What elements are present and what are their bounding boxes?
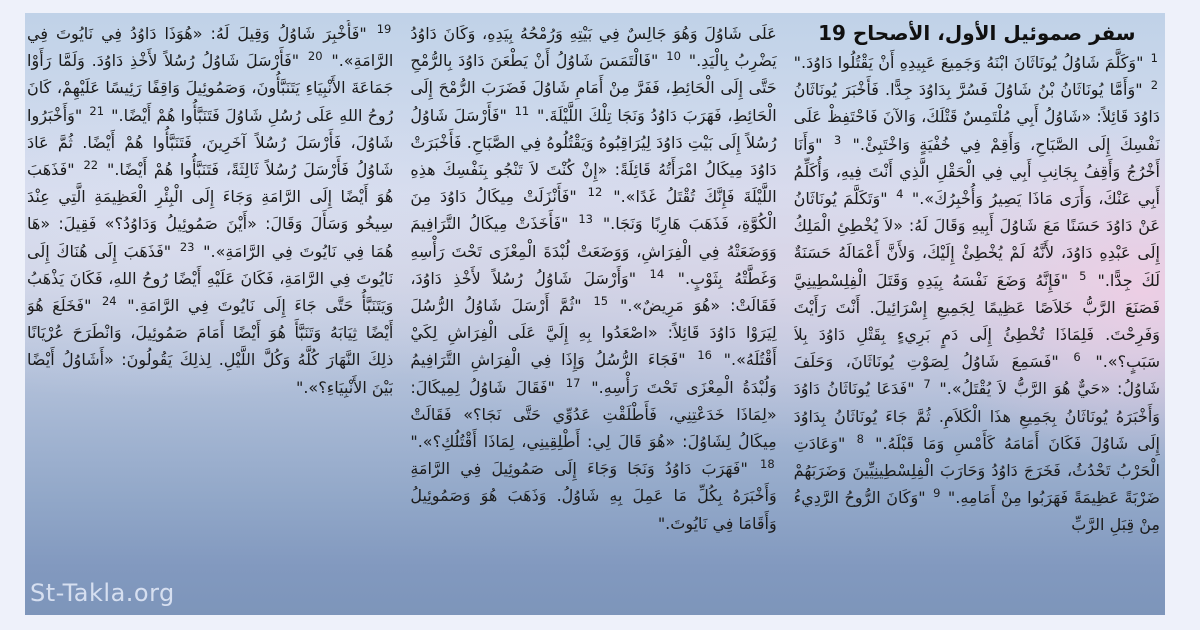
- verse-number: 6: [1073, 350, 1081, 365]
- verses-left: [27, 24, 393, 397]
- verse-3: $^3$ "وَأَنَا أَخْرُجُ وَأَقِفُ بِجَانِبِ أَبِي فِي الْحَقْلِ الَّذِي أَنْتَ فِيهِ، وَأُكَلِّمُ أَبِي عَنْكَ، وَأَرَى مَاذَا يَصِيرُ وَأُخْبِرُكَ».": [793, 132, 1160, 209]
- verse-number: 19: [376, 22, 392, 36]
- verse-21: $^{21}$ "وَأَخْبَرُوا شَاوُلَ، فَأَرْسَلَ رُسُلاً آخَرِينَ، فَتَنَبَّأُوا هُمْ أَيْضًا. ثُمَّ عَادَ شَاوُلُ فَأَرْسَلَ رُسُلاً ثَالِثَةً، فَتَنَبَّأُوا هُمْ أَيْضًا.": [27, 103, 394, 180]
- verse-number: 15: [593, 294, 609, 309]
- verse-number: 4: [896, 187, 904, 202]
- verse-number: 22: [83, 158, 99, 173]
- verse-number: 1: [1150, 51, 1158, 65]
- verse-11: $^{11}$ "فَأَرْسَلَ شَاوُلُ رُسُلاً إِلَى بَيْتِ دَاوُدَ لِيُرَاقِبُوهُ وَيَقْتُلُوهُ فِي الصَّبَاحِ. فَأَخْبَرَتْ دَاوُدَ مِيكَالُ امْرَأَتُهُ قَائِلَةً: «إِنْ كُنْتَ لاَ تَنْجُو بِنَفْسِكَ هذِهِ اللَّيْلَةَ فَإِنَّكَ تُقْتَلُ غَدًا».": [410, 103, 777, 207]
- verse-13: $^{13}$ "فَأَخَذَتْ مِيكَالُ التَّرَافِيمَ وَوَضَعَتْهُ فِي الْفِرَاشِ، وَوَضَعَتْ لُبْدَةَ الْمِعْزَى تَحْتَ رَأْسِهِ وَغَطَّتْهُ بِثَوْبٍ.": [410, 212, 777, 288]
- verse-24: $^{24}$ "فَخَلَعَ هُوَ أَيْضًا ثِيَابَهُ وَتَنَبَّأَ هُوَ أَيْضًا أَمَامَ صَمُوئِيلَ، وَانْطَرَحَ عُرْيَانًا ذلِكَ النَّهَارَ كُلَّهُ وَكُلَّ اللَّيْلِ. لِذلِكَ يَقُولُونَ: «أَشَاوُلُ أَيْضًا بَيْنَ الأَنْبِيَاءِ؟».": [27, 294, 394, 397]
- verse-8: $^8$ "وَعَادَتِ الْحَرْبُ تَحْدُثُ، فَخَرَجَ دَاوُدُ وَحَارَبَ الْفِلِسْطِينِيِّينَ وَضَرَبَهُمْ ضَرْبَةً عَظِيمَةً فَهَرَبُوا مِنْ أَمَامِهِ.": [793, 431, 1160, 508]
- verses-right: [794, 53, 1160, 534]
- verse-14: $^{14}$ "وَأَرْسَلَ شَاوُلُ رُسُلاً لأَخْذِ دَاوُدَ، فَقَالَتْ: «هُوَ مَرِيضٌ».": [410, 266, 777, 316]
- verse-number: 14: [649, 266, 665, 281]
- verse-number: 20: [307, 49, 323, 64]
- verse-12: $^{12}$ "فَأَنْزَلَتْ مِيكَالُ دَاوُدَ مِنَ الْكُوَّةِ، فَذَهَبَ هَارِبًا وَنَجَا.": [410, 185, 777, 234]
- verse-16: $^{16}$ "فَجَاءَ الرُّسُلُ وَإِذَا فِي الْفِرَاشِ التَّرَافِيمُ وَلُبْدَةُ الْمِعْزَى تَحْتَ رَأْسِهِ.": [410, 348, 777, 397]
- verse-number: 3: [833, 132, 842, 147]
- sky-background-photo: [25, 13, 1165, 615]
- verse-continuation: عَلَى شَاوُلَ وَهُوَ جَالِسٌ فِي بَيْتِهِ وَرُمْحُهُ بِيَدِهِ، وَكَانَ دَاوُدُ يَضْرِبُ بِالْيَدِ.": [410, 24, 777, 71]
- verse-20: $^{20}$ "فَأَرْسَلَ شَاوُلُ رُسُلاً لأَخْذِ دَاوُدَ. وَلَمَّا رَأَوْا جَمَاعَةَ الأَنْبِيَاءِ يَتَنَبَّأُونَ، وَصَمُوئِيلَ وَاقِفًا رَئِيسًا عَلَيْهِمْ، كَانَ رُوحُ اللهِ عَلَى رُسُلِ شَاوُلَ فَتَنَبَّأُوا هُمْ أَيْضًا.": [27, 49, 394, 125]
- verse-number: 5: [1079, 268, 1087, 283]
- column-verses-1-9: [794, 20, 1160, 609]
- verse-number: 10: [666, 49, 681, 64]
- verse-number: 13: [578, 212, 593, 227]
- verse-22: $^{22}$ "فَذَهَبَ هُوَ أَيْضًا إِلَى الرَّامَةِ وَجَاءَ إِلَى الْبِئْرِ الْعَظِيمَةِ الَّتِي عِنْدَ سِيخُو وَسَأَلَ وَقَالَ: «أَيْنَ صَمُوئِيلُ وَدَاوُدُ؟» فَقِيلَ: «هَا هُمَا فِي نَايُوتَ فِي الرَّامَةِ».": [27, 158, 394, 261]
- verse-number: 9: [933, 486, 941, 501]
- verse-5: $^5$ "فَإِنَّهُ وَضَعَ نَفْسَهُ بِيَدِهِ وَقَتَلَ الْفِلِسْطِينِيَّ فَصَنَعَ الرَّبُّ خَلاَصًا عَظِيمًا لِجَمِيعِ إِسْرَائِيلَ. أَنْتَ رَأَيْتَ وَفَرِحْتَ. فَلِمَاذَا تُخْطِئُ إِلَى دَمٍ بَرِيءٍ بِقَتْلِ دَاوُدَ بِلاَ سَبَبٍ؟».": [793, 268, 1160, 372]
- verse-number: 12: [587, 185, 603, 200]
- verse-number: 21: [89, 103, 105, 118]
- verse-4: $^4$ "وَتَكَلَّمَ يُونَاثَانُ عَنْ دَاوُدَ حَسَنًا مَعَ شَاوُلَ أَبِيهِ وَقَالَ لَهُ: «لاَ يُخْطِئِ الْمَلِكُ إِلَى عَبْدِهِ دَاوُدَ، لأَنَّهُ لَمْ يُخْطِئْ إِلَيْكَ، وَلأَنَّ أَعْمَالَهُ حَسَنَةٌ لَكَ جِدًّا.": [793, 187, 1160, 290]
- verse-number: 18: [760, 457, 775, 472]
- verse-number: 23: [179, 239, 195, 254]
- verse-7: $^7$ "فَدَعَا يُونَاثَانُ دَاوُدَ وَأَخْبَرَهُ يُونَاثَانُ بِجَمِيعِ هذَا الْكَلاَمِ. ثُمَّ جَاءَ يُونَاثَانُ بِدَاوُدَ إِلَى شَاوُلَ فَكَانَ أَمَامَهُ كَأَمْسِ وَمَا قَبْلَهُ.": [793, 377, 1160, 453]
- verse-23: $^{23}$ "فَذَهَبَ إِلَى هُنَاكَ إِلَى نَايُوتَ فِي الرَّامَةِ، فَكَانَ عَلَيْهِ أَيْضًا رُوحُ اللهِ، فَكَانَ يَذْهَبُ وَيَتَنَبَّأُ حَتَّى جَاءَ إِلَى نَايُوتَ فِي الرَّامَةِ.": [27, 239, 394, 316]
- column-verses-19-24: [27, 20, 393, 609]
- verse-15: $^{15}$ "ثُمَّ أَرْسَلَ شَاوُلُ الرُّسُلَ لِيَرَوْا دَاوُدَ قَائِلاً: «اصْعَدُوا بِهِ إِلَيَّ عَلَى الْفِرَاشِ لِكَيْ أَقْتُلَهُ».": [410, 294, 777, 370]
- verse-10: $^{10}$ "فَالْتَمَسَ شَاوُلُ أَنْ يَطْعَنَ دَاوُدَ بِالرُّمْحِ حَتَّى إِلَى الْحَائِطِ، فَفَرَّ مِنْ أَمَامِ شَاوُلَ فَضَرَبَ الرُّمْحَ إِلَى الْحَائِطِ، فَهَرَبَ دَاوُدُ وَنَجَا تِلْكَ اللَّيْلَةَ.": [410, 49, 777, 125]
- verse-6: $^6$ "فَسَمِعَ شَاوُلُ لِصَوْتِ يُونَاثَانَ، وَحَلَفَ شَاوُلُ: «حَيٌّ هُوَ الرَّبُّ لاَ يُقْتَلُ».": [793, 350, 1160, 399]
- verse-17: $^{17}$ "فَقَالَ شَاوُلُ لِمِيكَالَ: «لِمَاذَا خَدَعْتِنِي، فَأَطْلَقْتِ عَدُوِّي حَتَّى نَجَا؟» فَقَالَتْ مِيكَالُ لِشَاوُلَ: «هُوَ قَالَ لِي: أَطْلِقِينِي، لِمَاذَا أَقْتُلُكِ؟».": [410, 375, 777, 452]
- verse-9: $^9$ "وَكَانَ الرُّوحُ الرَّدِيءُ مِنْ قِبَلِ الرَّبِّ: [793, 486, 1160, 535]
- scripture-text-area: [25, 13, 1165, 615]
- watermark: St-Takla.org: [30, 579, 175, 607]
- verse-2: $^2$ "وَأَمَّا يُونَاثَانُ بْنُ شَاوُلَ فَسُرَّ بِدَاوُدَ جِدًّا. فَأَخْبَرَ يُونَاثَانُ دَاوُدَ قَائِلاً: «شَاوُلُ أَبِي مُلْتَمِسٌ قَتْلَكَ، وَالآنَ فَاحْتَفِظْ عَلَى نَفْسِكَ إِلَى الصَّبَاحِ، وَأَقِمْ فِي خُفْيَةٍ وَاخْتَبِئْ.": [793, 78, 1160, 154]
- verse-1: $^1$ "وَكَلَّمَ شَاوُلُ يُونَاثَانَ ابْنَهُ وَجَمِيعَ عَبِيدِهِ أَنْ يَقْتُلُوا دَاوُدَ.": [793, 51, 1158, 72]
- verse-18: $^{18}$ "فَهَرَبَ دَاوُدُ وَنَجَا وَجَاءَ إِلَى صَمُوئِيلَ فِي الرَّامَةِ وَأَخْبَرَهُ بِكُلِّ مَا عَمِلَ بِهِ شَاوُلُ. وَذَهَبَ هُوَ وَصَمُوئِيلُ وَأَقَامَا فِي نَايُوتَ.": [410, 457, 777, 533]
- verses-middle: [410, 24, 776, 533]
- verse-number: 24: [101, 294, 117, 309]
- column-verses-9-18: [410, 20, 776, 609]
- verse-number: 16: [697, 348, 712, 363]
- verse-number: 8: [856, 431, 864, 446]
- verse-number: 11: [514, 103, 530, 118]
- verse-number: 2: [1150, 78, 1159, 93]
- verse-number: 7: [923, 377, 931, 392]
- chapter-title: سفر صموئيل الأول، الأصحاح 19: [818, 21, 1136, 45]
- verse-number: 17: [565, 375, 581, 390]
- verse-19: $^{19}$ "فَأُخْبِرَ شَاوُلُ وَقِيلَ لَهُ: «هُوَذَا دَاوُدُ فِي نَايُوتَ فِي الرَّامَةِ».": [27, 22, 394, 71]
